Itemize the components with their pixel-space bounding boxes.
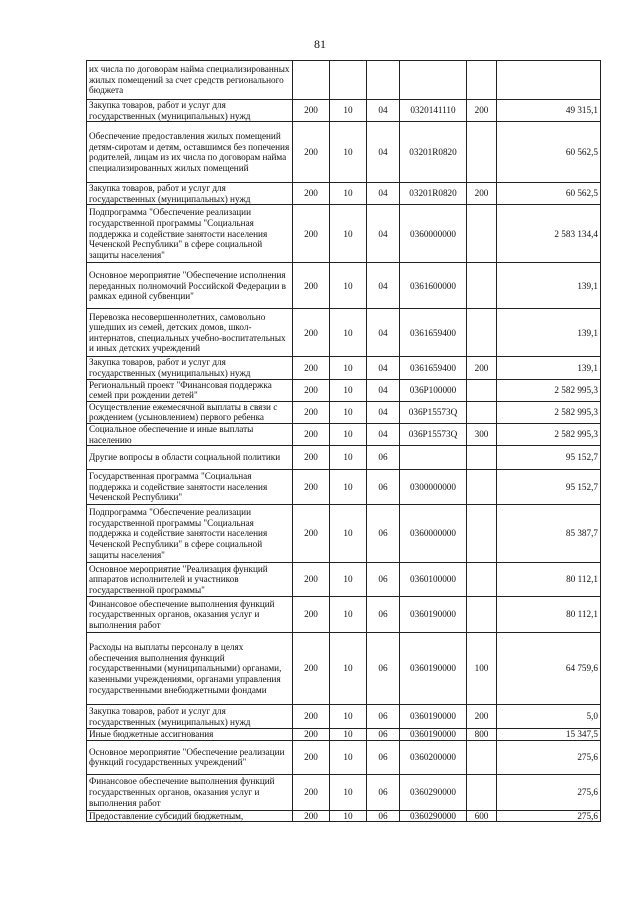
table-row — [87, 597, 601, 633]
cell-pr: 06 — [367, 774, 400, 810]
cell-vr — [467, 379, 497, 401]
cell-pr: 04 — [367, 423, 400, 445]
table-row — [87, 774, 601, 810]
cell-vr — [467, 505, 497, 563]
cell-rz: 10 — [330, 401, 367, 423]
cell-csr: 0360000000 — [400, 505, 467, 563]
cell-rz: 10 — [330, 705, 367, 729]
cell-gr: 200 — [293, 729, 330, 741]
cell-gr: 200 — [293, 774, 330, 810]
cell-rz: 10 — [330, 309, 367, 357]
cell-rz: 10 — [330, 423, 367, 445]
row-name: Перевозка несовершеннолетних, самовольно ушедших из семей, детских домов, школ-интернатов, специальных учебно-воспитательных и иных детских учреждений — [87, 309, 293, 357]
row-name: Осуществление ежемесячной выплаты в связи с рождением (усыновлением) первого ребенка — [87, 401, 293, 423]
cell-pr: 06 — [367, 729, 400, 741]
table-row — [87, 505, 601, 563]
cell-vr — [467, 61, 497, 100]
row-name: Финансовое обеспечение выполнения функций государственных органов, оказания услуг и выполнения работ — [87, 597, 293, 633]
cell-pr: 04 — [367, 100, 400, 122]
cell-rz: 10 — [330, 100, 367, 122]
cell-gr: 200 — [293, 183, 330, 205]
cell-gr: 200 — [293, 705, 330, 729]
cell-rz: 10 — [330, 633, 367, 705]
table-row — [87, 100, 601, 122]
cell-vr — [467, 446, 497, 470]
row-name: Подпрограмма "Обеспечение реализации государственной программы "Социальная поддержка и содействие занятости населения Чеченской Республики" в сфере социальной защиты населения" — [87, 505, 293, 563]
table-row — [87, 379, 601, 401]
cell-rz: 10 — [330, 563, 367, 597]
cell-gr: 200 — [293, 597, 330, 633]
cell-csr: 0360190000 — [400, 729, 467, 741]
cell-rz: 10 — [330, 470, 367, 505]
cell-gr: 200 — [293, 401, 330, 423]
cell-vr — [467, 563, 497, 597]
cell-rz: 10 — [330, 263, 367, 309]
cell-sum: 2 582 995,3 — [497, 401, 601, 423]
cell-vr: 200 — [467, 183, 497, 205]
cell-csr: 036P15573Q — [400, 401, 467, 423]
row-name: Основное мероприятие "Обеспечение реализации функций государственных учреждений" — [87, 740, 293, 774]
row-name: Обеспечение предоставления жилых помещений детям-сиротам и детям, оставшимся без попечения родителей, лицам из их числа по договорам найма специализированных жилых помещений — [87, 122, 293, 183]
row-name: Основное мероприятие "Обеспечение исполнения переданных полномочий Российской Федерации в рамках единой субвенции" — [87, 263, 293, 309]
table-row — [87, 423, 601, 445]
cell-csr: 0360000000 — [400, 205, 467, 263]
table-row — [87, 309, 601, 357]
cell-rz: 10 — [330, 774, 367, 810]
cell-gr: 200 — [293, 470, 330, 505]
row-name: Подпрограмма "Обеспечение реализации государственной программы "Социальная поддержка и содействие занятости населения Чеченской Республики" в сфере социальной защиты населения" — [87, 205, 293, 263]
cell-vr — [467, 309, 497, 357]
cell-pr: 06 — [367, 597, 400, 633]
cell-vr — [467, 122, 497, 183]
table-row — [87, 740, 601, 774]
cell-pr: 04 — [367, 309, 400, 357]
cell-sum: 2 582 995,3 — [497, 379, 601, 401]
cell-rz: 10 — [330, 357, 367, 379]
cell-sum: 275,6 — [497, 774, 601, 810]
cell-sum: 2 583 134,4 — [497, 205, 601, 263]
cell-gr: 200 — [293, 633, 330, 705]
cell-sum: 139,1 — [497, 309, 601, 357]
row-name: Социальное обеспечение и иные выплаты населению — [87, 423, 293, 445]
cell-vr — [467, 597, 497, 633]
cell-rz: 10 — [330, 597, 367, 633]
cell-gr: 200 — [293, 100, 330, 122]
table-row — [87, 563, 601, 597]
cell-sum — [497, 61, 601, 100]
cell-vr: 200 — [467, 357, 497, 379]
cell-pr: 04 — [367, 379, 400, 401]
cell-rz: 10 — [330, 183, 367, 205]
cell-gr: 200 — [293, 379, 330, 401]
cell-sum: 85 387,7 — [497, 505, 601, 563]
cell-pr: 06 — [367, 563, 400, 597]
table-row — [87, 401, 601, 423]
cell-csr: 036P15573Q — [400, 423, 467, 445]
cell-vr — [467, 470, 497, 505]
cell-sum: 60 562,5 — [497, 122, 601, 183]
row-name: Закупка товаров, работ и услуг для государственных (муниципальных) нужд — [87, 705, 293, 729]
cell-vr: 200 — [467, 100, 497, 122]
cell-pr: 06 — [367, 633, 400, 705]
cell-vr: 800 — [467, 729, 497, 741]
table-row — [87, 357, 601, 379]
cell-rz: 10 — [330, 740, 367, 774]
cell-vr — [467, 401, 497, 423]
cell-csr: 0360190000 — [400, 705, 467, 729]
table-row — [87, 729, 601, 741]
cell-sum: 80 112,1 — [497, 563, 601, 597]
cell-sum: 95 152,7 — [497, 470, 601, 505]
cell-rz: 10 — [330, 379, 367, 401]
cell-pr: 04 — [367, 205, 400, 263]
table-row — [87, 810, 601, 822]
cell-pr: 06 — [367, 446, 400, 470]
cell-csr: 03201R0820 — [400, 183, 467, 205]
row-name: Другие вопросы в области социальной политики — [87, 446, 293, 470]
row-name: Закупка товаров, работ и услуг для государственных (муниципальных) нужд — [87, 357, 293, 379]
cell-csr — [400, 61, 467, 100]
budget-table — [86, 60, 601, 822]
cell-sum: 5,0 — [497, 705, 601, 729]
cell-vr: 600 — [467, 810, 497, 822]
cell-csr: 0360190000 — [400, 597, 467, 633]
cell-sum: 275,6 — [497, 810, 601, 822]
cell-pr — [367, 61, 400, 100]
cell-pr: 04 — [367, 122, 400, 183]
cell-csr: 0361659400 — [400, 309, 467, 357]
cell-sum: 49 315,1 — [497, 100, 601, 122]
cell-gr: 200 — [293, 810, 330, 822]
row-name: Финансовое обеспечение выполнения функций государственных органов, оказания услуг и выполнения работ — [87, 774, 293, 810]
row-name: Региональный проект "Финансовая поддержка семей при рождении детей" — [87, 379, 293, 401]
cell-rz: 10 — [330, 122, 367, 183]
cell-rz: 10 — [330, 205, 367, 263]
cell-csr: 0360190000 — [400, 633, 467, 705]
cell-vr — [467, 740, 497, 774]
table-row — [87, 183, 601, 205]
cell-pr: 06 — [367, 810, 400, 822]
cell-csr: 0360290000 — [400, 810, 467, 822]
cell-sum: 80 112,1 — [497, 597, 601, 633]
cell-pr: 06 — [367, 705, 400, 729]
cell-gr: 200 — [293, 423, 330, 445]
cell-csr: 03201R0820 — [400, 122, 467, 183]
cell-vr: 100 — [467, 633, 497, 705]
cell-gr: 200 — [293, 263, 330, 309]
cell-sum: 275,6 — [497, 740, 601, 774]
cell-rz: 10 — [330, 810, 367, 822]
table-row — [87, 470, 601, 505]
cell-sum: 15 347,5 — [497, 729, 601, 741]
table-row — [87, 705, 601, 729]
row-name: Предоставление субсидий бюджетным, — [87, 810, 293, 822]
cell-sum: 64 759,6 — [497, 633, 601, 705]
cell-csr: 0360200000 — [400, 740, 467, 774]
table-row — [87, 205, 601, 263]
cell-pr: 04 — [367, 357, 400, 379]
cell-csr: 0361600000 — [400, 263, 467, 309]
cell-pr: 04 — [367, 183, 400, 205]
row-name: Расходы на выплаты персоналу в целях обеспечения выполнения функций государственными (муниципальными) органами, казенными учреждениями, органами управления государственными внебюджетными фондами — [87, 633, 293, 705]
cell-gr: 200 — [293, 309, 330, 357]
row-name: Иные бюджетные ассигнования — [87, 729, 293, 741]
cell-gr — [293, 61, 330, 100]
table-row — [87, 61, 601, 100]
cell-vr: 200 — [467, 705, 497, 729]
cell-gr: 200 — [293, 205, 330, 263]
cell-sum: 60 562,5 — [497, 183, 601, 205]
table-row — [87, 263, 601, 309]
cell-rz: 10 — [330, 446, 367, 470]
page-number: 81 — [314, 37, 326, 51]
cell-csr: 0320141110 — [400, 100, 467, 122]
row-name: Основное мероприятие "Реализация функций аппаратов исполнителей и участников государственной программы" — [87, 563, 293, 597]
row-name: Государственная программа "Социальная поддержка и содействие занятости населения Чеченской Республики" — [87, 470, 293, 505]
cell-sum: 2 582 995,3 — [497, 423, 601, 445]
cell-csr: 036P100000 — [400, 379, 467, 401]
cell-pr: 04 — [367, 263, 400, 309]
cell-gr: 200 — [293, 122, 330, 183]
cell-sum: 95 152,7 — [497, 446, 601, 470]
cell-csr: 0360290000 — [400, 774, 467, 810]
cell-pr: 06 — [367, 505, 400, 563]
cell-pr: 06 — [367, 740, 400, 774]
cell-gr: 200 — [293, 740, 330, 774]
cell-gr: 200 — [293, 505, 330, 563]
cell-sum: 139,1 — [497, 357, 601, 379]
table-row — [87, 446, 601, 470]
cell-vr — [467, 774, 497, 810]
cell-gr: 200 — [293, 357, 330, 379]
table-row — [87, 633, 601, 705]
cell-csr: 0360100000 — [400, 563, 467, 597]
cell-rz — [330, 61, 367, 100]
row-name: Закупка товаров, работ и услуг для государственных (муниципальных) нужд — [87, 100, 293, 122]
cell-csr: 0361659400 — [400, 357, 467, 379]
cell-sum: 139,1 — [497, 263, 601, 309]
row-name: Закупка товаров, работ и услуг для государственных (муниципальных) нужд — [87, 183, 293, 205]
cell-csr — [400, 446, 467, 470]
table-row — [87, 122, 601, 183]
row-name: их числа по договорам найма специализированных жилых помещений за счет средств регионального бюджета — [87, 61, 293, 100]
cell-rz: 10 — [330, 505, 367, 563]
cell-pr: 04 — [367, 401, 400, 423]
cell-csr: 0300000000 — [400, 470, 467, 505]
cell-gr: 200 — [293, 563, 330, 597]
cell-vr — [467, 205, 497, 263]
cell-vr — [467, 263, 497, 309]
cell-gr: 200 — [293, 446, 330, 470]
cell-vr: 300 — [467, 423, 497, 445]
cell-pr: 06 — [367, 470, 400, 505]
cell-rz: 10 — [330, 729, 367, 741]
